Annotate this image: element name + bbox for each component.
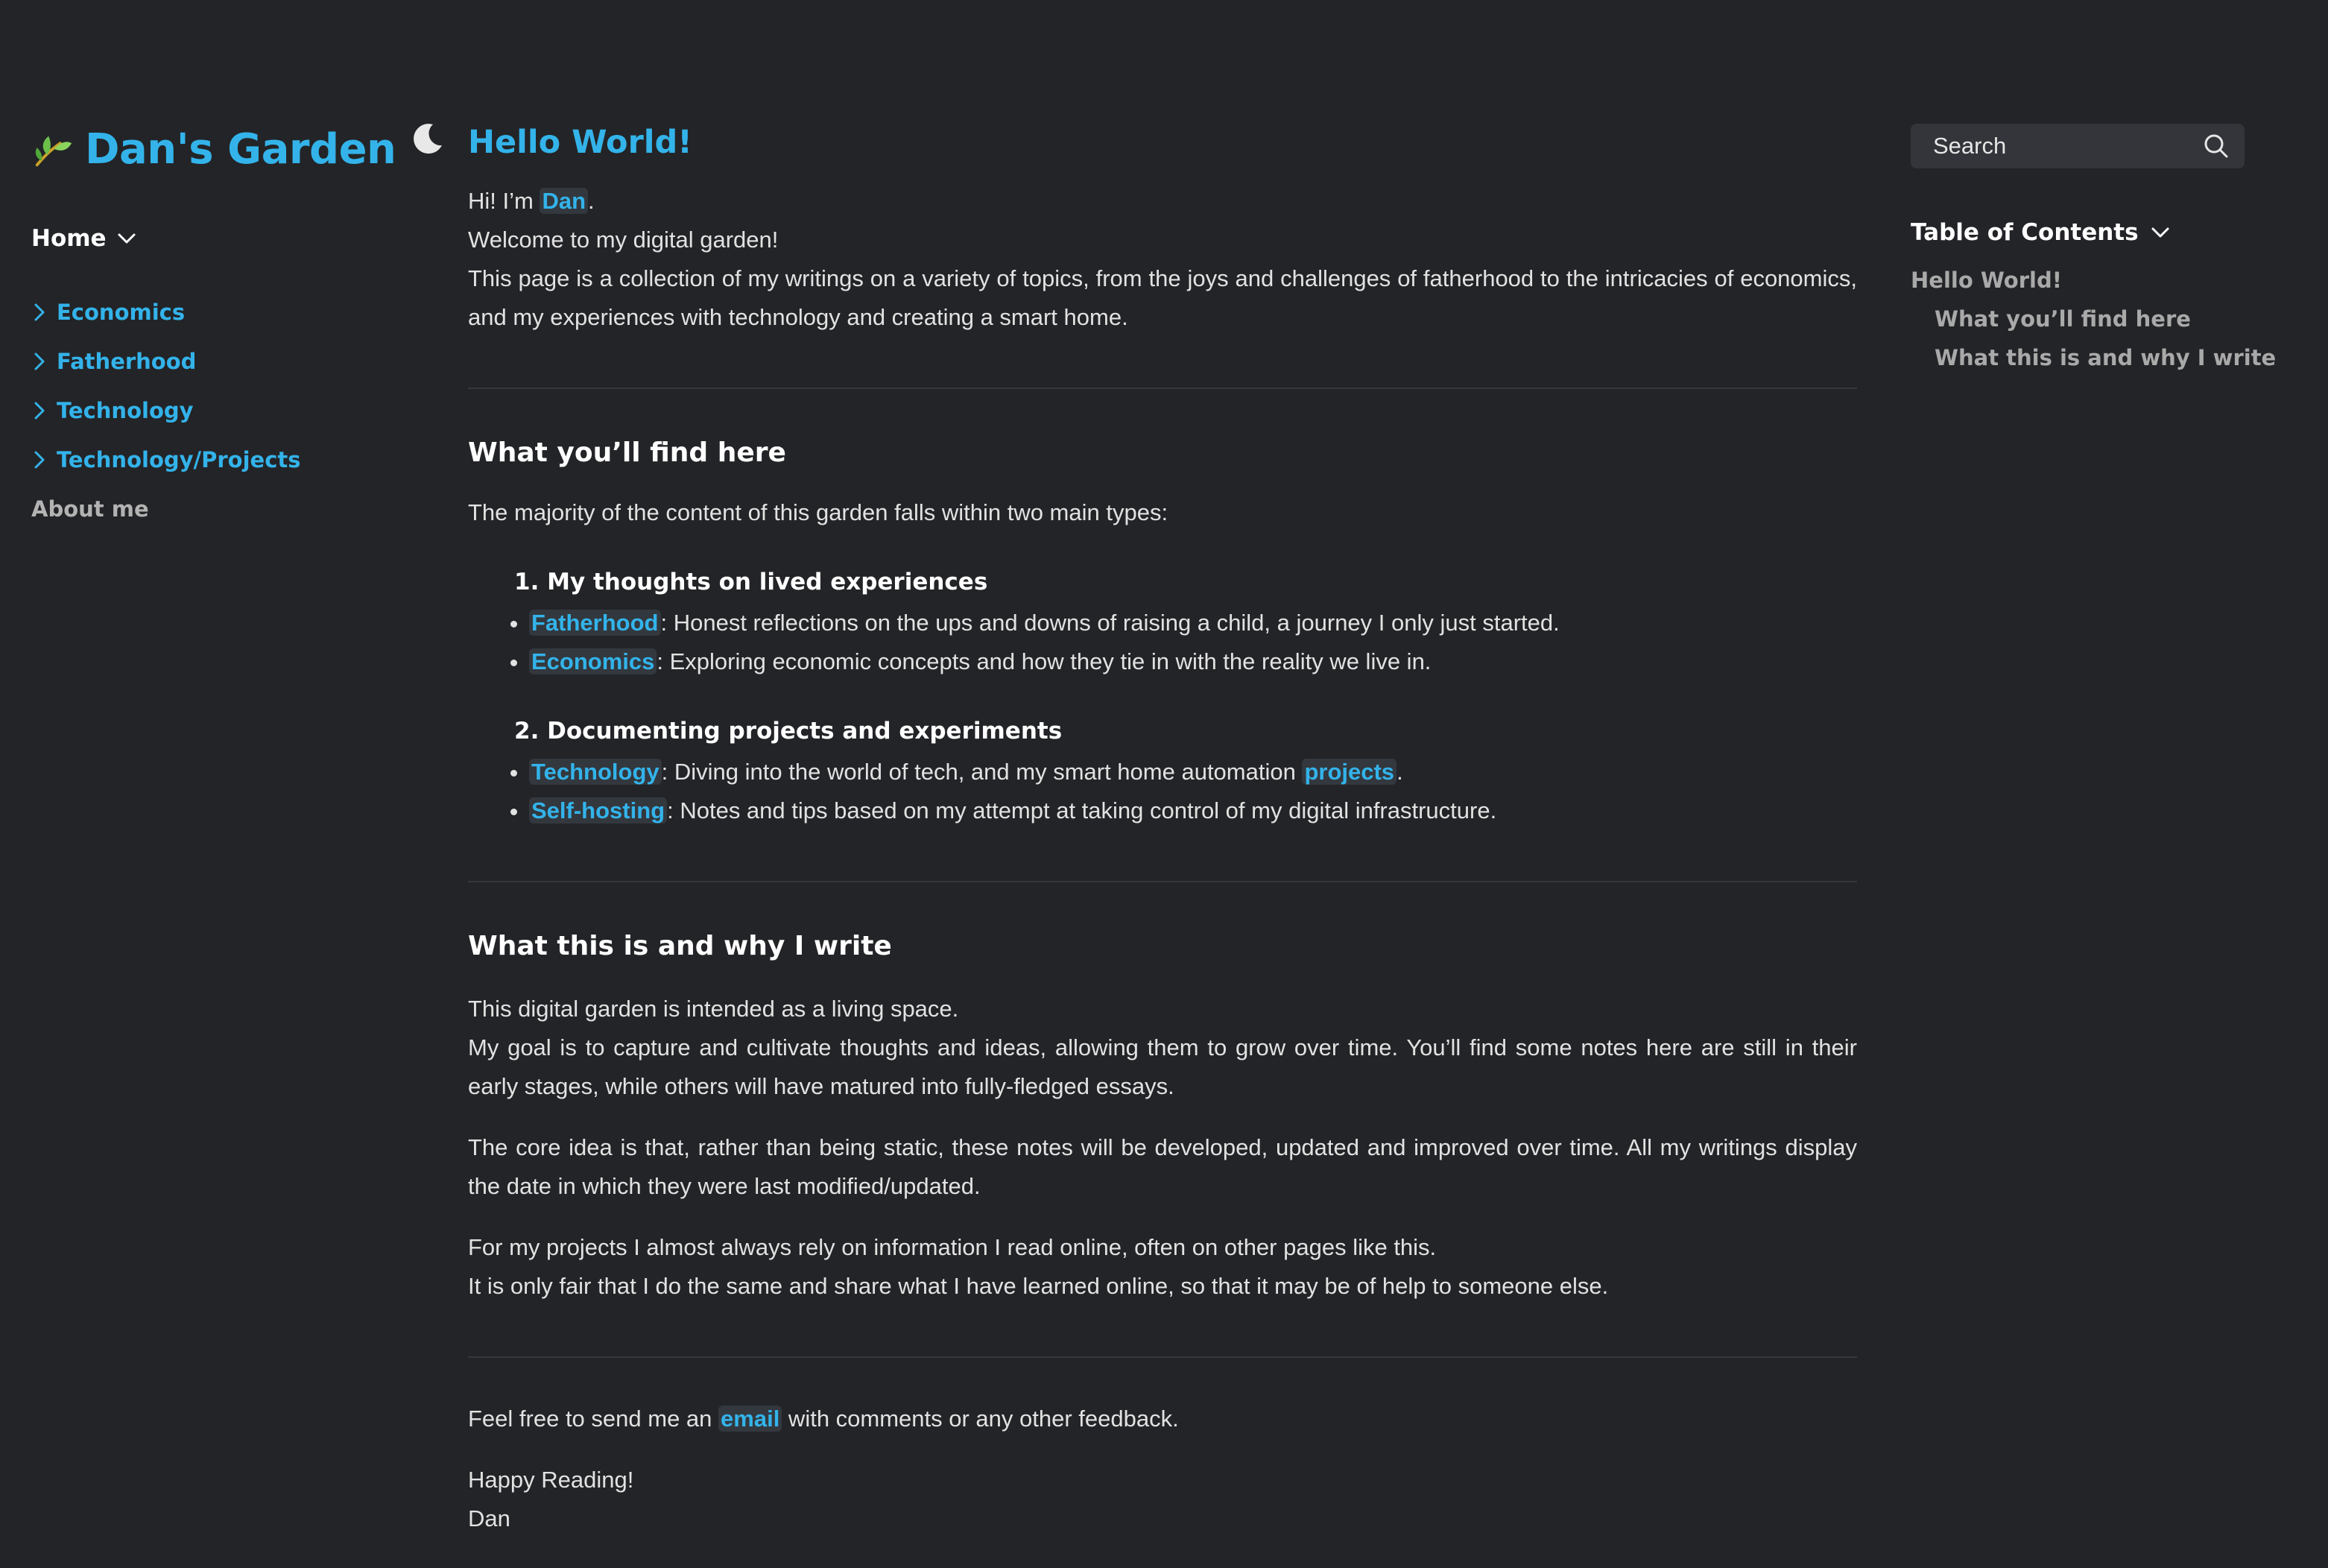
nav-home-label: Home — [31, 225, 107, 252]
site-title[interactable]: Dan's Garden — [85, 124, 396, 174]
list-item-text: : Exploring economic concepts and how they tie in with the reality we live in. — [657, 648, 1432, 674]
toc-item-hello-world[interactable]: Hello World! — [1911, 268, 2062, 293]
moon-icon[interactable] — [411, 121, 445, 156]
toc-item-find-here[interactable]: What you’ll find here — [1935, 306, 2191, 332]
page-title: Hello World! — [468, 124, 692, 161]
dan-link[interactable]: Dan — [540, 188, 588, 214]
welcome-text: Welcome to my digital garden! — [468, 227, 779, 253]
paragraph-line: It is only fair that I do the same and share what I have learned online, so that it may be of help to someone else. — [468, 1273, 1609, 1299]
greeting — [468, 182, 1857, 221]
sidebar-item-label: Technology — [57, 398, 194, 423]
feedback-line — [468, 1400, 1857, 1438]
paragraph-line: My goal is to capture and cultivate thoughts and ideas, allowing them to grow over time. You’ll find some notes here are still in their early stages, while others will have matured into fully-fledged essays. — [468, 1034, 1857, 1099]
search-icon[interactable] — [2201, 131, 2231, 161]
signoff — [468, 1461, 1857, 1538]
article — [468, 118, 1857, 1538]
paragraph-line: This digital garden is intended as a living space. — [468, 996, 959, 1022]
chevron-right-icon — [31, 449, 49, 470]
toc-title: Table of Contents — [1911, 219, 2139, 246]
intro — [468, 182, 1857, 337]
search-input[interactable] — [1911, 124, 2245, 168]
self-hosting-link[interactable]: Self-hosting — [529, 797, 667, 823]
email-link[interactable]: email — [718, 1406, 782, 1432]
divider — [468, 1356, 1857, 1358]
sidebar-item-economics[interactable] — [31, 288, 449, 337]
feedback-text-end: with comments or any other feedback. — [782, 1406, 1179, 1432]
intro-description: This page is a collection of my writings on a variety of topics, from the joys and challenges of fatherhood to the intricacies of economics, and my experiences with technology and creating a smart home. — [468, 265, 1857, 330]
sidebar-item-technology-projects[interactable] — [31, 435, 449, 484]
chevron-right-icon — [31, 400, 49, 421]
feedback — [468, 1400, 1857, 1438]
list-item-text-end: . — [1397, 759, 1403, 785]
list-item-text: : Diving into the world of tech, and my smart home automation — [661, 759, 1303, 785]
chevron-right-icon — [31, 302, 49, 323]
economics-link[interactable]: Economics — [529, 648, 657, 674]
list-item-text: : Honest reflections on the ups and downs of raising a child, a journey I only just started. — [660, 610, 1560, 636]
paragraph-line: The core idea is that, rather than being static, these notes will be developed, updated and improved over time. All my writings display the date in which they were last modified/updated. — [468, 1134, 1857, 1199]
sidebar-item-fatherhood[interactable] — [31, 337, 449, 386]
sidebar-item-about-me[interactable]: About me — [31, 496, 149, 522]
toc-list — [1911, 261, 2298, 377]
sidebar-item-label: Technology/Projects — [57, 447, 301, 472]
signature: Dan — [468, 1505, 510, 1531]
sidebar — [31, 112, 449, 534]
sidebar-item-label: Economics — [57, 300, 186, 325]
list-item — [529, 604, 1857, 642]
toc-item-why-write[interactable]: What this is and why I write — [1935, 345, 2277, 370]
technology-link[interactable]: Technology — [529, 759, 662, 785]
sidebar-item-label: Fatherhood — [57, 349, 197, 374]
signoff-text: Happy Reading! — [468, 1467, 634, 1493]
divider — [468, 388, 1857, 389]
paragraph — [468, 1228, 1857, 1306]
list-projects — [468, 753, 1857, 830]
paragraph — [468, 1128, 1857, 1206]
chevron-down-icon — [117, 232, 136, 245]
section-heading-find-here: What you’ll find here — [468, 437, 786, 468]
section-lead: The majority of the content of this garden falls within two main types: — [468, 499, 1168, 525]
group-title-projects: 2. Documenting projects and experiments — [514, 718, 1063, 745]
paragraph-line: For my projects I almost always rely on information I read online, often on other pages like this. — [468, 1234, 1437, 1260]
fatherhood-link[interactable]: Fatherhood — [529, 610, 661, 636]
chevron-right-icon — [31, 351, 49, 372]
list-experiences — [468, 604, 1857, 681]
toc-toggle[interactable] — [1911, 219, 2298, 246]
leaf-icon — [31, 127, 75, 171]
nav-list — [31, 288, 449, 534]
list-item — [529, 791, 1857, 830]
projects-link[interactable]: projects — [1302, 759, 1397, 785]
group-title-experiences: 1. My thoughts on lived experiences — [514, 569, 988, 595]
chevron-down-icon — [2151, 226, 2170, 239]
section-heading-why-write: What this is and why I write — [468, 931, 892, 961]
divider — [468, 881, 1857, 882]
greeting-text: Hi! I’m — [468, 188, 540, 214]
greeting-end: . — [588, 188, 595, 214]
list-item — [529, 753, 1857, 791]
sidebar-item-technology[interactable] — [31, 386, 449, 435]
paragraph — [468, 990, 1857, 1106]
search-placeholder: Search — [1933, 133, 2007, 159]
nav-home[interactable] — [31, 225, 449, 252]
right-sidebar — [1911, 124, 2298, 377]
feedback-text: Feel free to send me an — [468, 1406, 719, 1432]
list-item — [529, 642, 1857, 681]
site-brand — [31, 112, 449, 186]
list-item-text: : Notes and tips based on my attempt at taking control of my digital infrastructure. — [667, 797, 1497, 823]
